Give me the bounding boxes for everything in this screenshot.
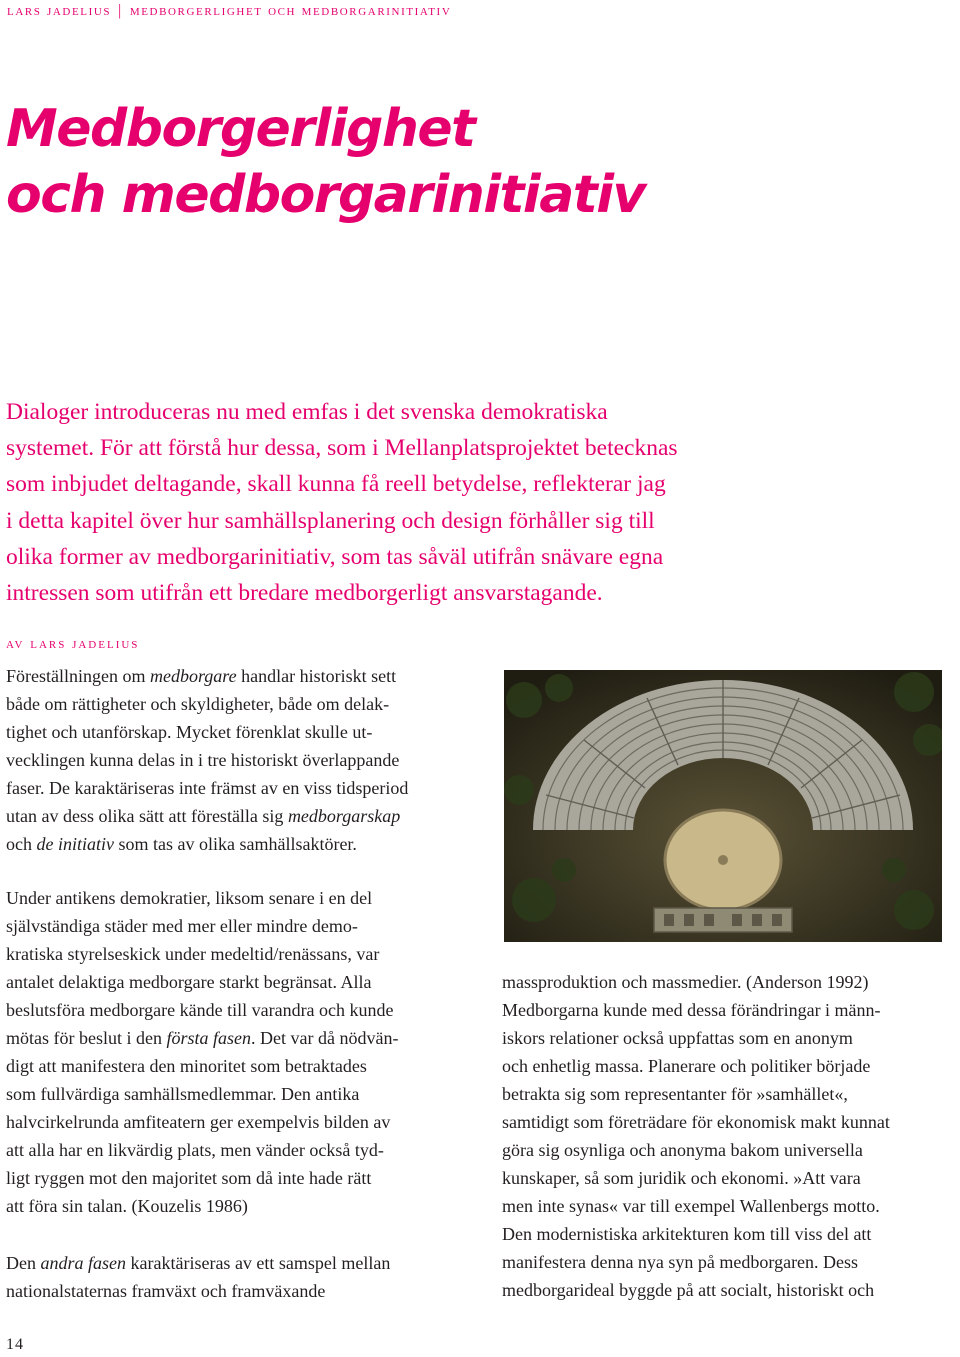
text-line: kratiska styrelseskick under medeltid/renässans, var xyxy=(6,944,380,964)
emphasis: första fasen xyxy=(166,1028,251,1048)
text-line: att föra sin talan. (Kouzelis 1986) xyxy=(6,1196,248,1216)
amphitheater-photo xyxy=(504,670,942,942)
ingress-paragraph xyxy=(6,394,826,611)
body-paragraph-3 xyxy=(6,1249,466,1305)
text-line: faser. De karaktäriseras inte främst av en viss tidsperiod xyxy=(6,778,409,798)
right-column-text xyxy=(502,968,960,1304)
text-line xyxy=(6,1024,466,1052)
running-header xyxy=(7,2,451,20)
text-line: massproduktion och massmedier. (Anderson 1992) xyxy=(502,972,869,992)
text-line: men inte synas« var till exempel Wallenbergs motto. xyxy=(502,1196,880,1216)
ingress-line: Dialoger introduceras nu med emfas i det svenska demokratiska xyxy=(6,399,608,425)
text-line: självständiga städer med mer eller mindre demo- xyxy=(6,916,358,936)
emphasis: andra fasen xyxy=(40,1253,126,1273)
text-line: beslutsföra medborgare kände till varandra och kunde xyxy=(6,1000,394,1020)
text-run: Den xyxy=(6,1253,41,1273)
emphasis: de initiativ xyxy=(36,834,114,854)
body-paragraph-1 xyxy=(6,662,466,858)
header-separator: | xyxy=(118,2,123,19)
text-line: och enhetlig massa. Planerare och politiker började xyxy=(502,1056,871,1076)
title-line-1: Medborgerlighet xyxy=(6,99,475,159)
title-line-2: och medborgarinitiativ xyxy=(6,165,645,225)
text-line: ligt ryggen mot den majoritet som då inte hade rätt xyxy=(6,1168,372,1188)
text-line: tighet och utanförskap. Mycket förenklat skulle ut- xyxy=(6,722,373,742)
text-run: utan av dess olika sätt att föreställa sig xyxy=(6,806,288,826)
text-line: betrakta sig som representanter för »samhället«, xyxy=(502,1084,848,1104)
text-line: som fullvärdiga samhällsmedlemmar. Den antika xyxy=(6,1084,360,1104)
emphasis: medborgarskap xyxy=(287,806,401,826)
body-paragraph-2 xyxy=(6,884,466,1220)
text-run: mötas för beslut i den xyxy=(6,1028,167,1048)
text-line xyxy=(6,1249,466,1277)
emphasis: medborgare xyxy=(149,666,237,686)
ingress-line: som inbjudet deltagande, skall kunna få reell betydelse, reflekterar jag xyxy=(6,471,666,498)
text-line xyxy=(6,662,466,690)
byline: av lars jadelius xyxy=(6,636,140,652)
text-line: göra sig osynliga och anonyma bakom universella xyxy=(502,1140,863,1160)
article-title xyxy=(6,96,645,228)
text-line: både om rättigheter och skyldigheter, både om delak- xyxy=(6,694,390,714)
text-line: vecklingen kunna delas in i tre historiskt överlappande xyxy=(6,750,400,770)
text-line: nationalstaternas framväxt och framväxande xyxy=(6,1281,326,1301)
text-line: Under antikens demokratier, liksom senare i en del xyxy=(6,888,373,908)
text-line xyxy=(6,802,466,830)
text-line xyxy=(6,830,466,858)
text-line: medborgarideal byggde på att socialt, historiskt och xyxy=(502,1280,875,1300)
text-line: Den modernistiska arkitekturen kom till viss del att xyxy=(502,1224,872,1244)
text-line: att alla har en likvärdig plats, men vänder också tyd- xyxy=(6,1140,384,1160)
text-run: Föreställningen om xyxy=(6,666,150,686)
text-line: halvcirkelrunda amfiteatern ger exempelvis bilden av xyxy=(6,1112,391,1132)
text-run: handlar historiskt sett xyxy=(236,666,397,686)
ingress-line: systemet. För att förstå hur dessa, som i Mellanplatsprojektet betecknas xyxy=(6,435,678,462)
text-run: karaktäriseras av ett samspel mellan xyxy=(126,1253,391,1273)
header-section: medborgerlighet och medborgarinitiativ xyxy=(129,2,452,19)
text-line: digt att manifestera den minoritet som betraktades xyxy=(6,1056,367,1076)
text-run: som tas av olika samhällsaktörer. xyxy=(113,834,357,854)
text-line: samtidigt som företrädare för ekonomisk makt kunnat xyxy=(502,1112,890,1132)
text-run: . Det var då nödvän- xyxy=(251,1028,399,1048)
text-line: antalet delaktiga medborgare starkt begränsat. Alla xyxy=(6,972,372,992)
text-run: och xyxy=(6,834,37,854)
text-line: iskors relationer också uppfattas som en anonym xyxy=(502,1028,853,1048)
page-number: 14 xyxy=(6,1336,24,1353)
ingress-line: intressen som utifrån ett bredare medborgerligt ansvarstagande. xyxy=(6,580,603,607)
ingress-line: olika former av medborgarinitiativ, som tas såväl utifrån snävare egna xyxy=(6,543,664,570)
ingress-line: i detta kapitel över hur samhällsplanering och design förhåller sig till xyxy=(6,507,655,534)
text-line: kunskaper, så som juridik och ekonomi. »Att vara xyxy=(502,1168,861,1188)
text-line: manifestera denna nya syn på medborgaren. Dess xyxy=(502,1252,859,1272)
text-line: Medborgarna kunde med dessa förändringar i männ- xyxy=(502,1000,881,1020)
header-author: lars jadelius xyxy=(7,2,112,19)
amphitheater-illustration xyxy=(504,670,942,942)
